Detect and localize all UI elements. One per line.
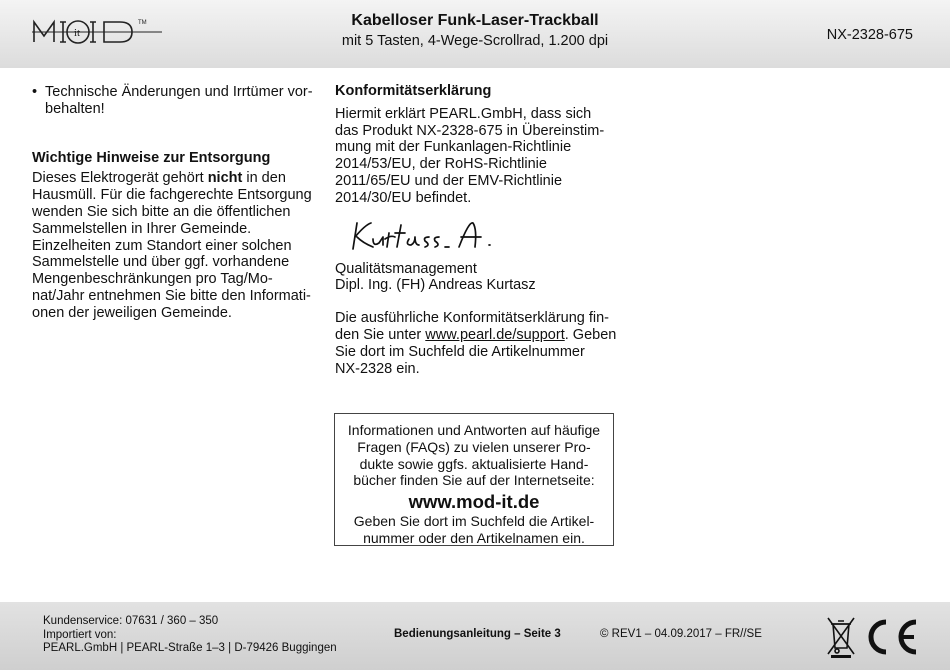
crossed-bin-icon — [826, 616, 856, 658]
svg-text:TM: TM — [138, 20, 147, 26]
ce-mark-icon — [860, 616, 920, 658]
faq-url[interactable]: www.mod-it.de — [408, 491, 540, 513]
signer-name: Dipl. Ing. (FH) Andreas Kurtasz — [335, 277, 536, 294]
support-link[interactable]: www.pearl.de/support — [425, 326, 565, 343]
support-text: Die ausführliche Konformitätserklärung fin- den Sie unter www.pearl.de/support. Geben Sie dort im Suchfeld die Artikelnummer NX-2328 ein. — [335, 310, 617, 377]
disposal-heading: Wichtige Hinweise zur Entsorgung — [32, 149, 271, 166]
quality-label: Qualitätsmanagement — [335, 260, 477, 277]
changes-bullet: • Technische Änderungen und Irrtümer vor- behalten! — [32, 84, 313, 117]
model-number: NX-2328-675 — [826, 27, 913, 43]
footer-contact: Kundenservice: 07631 / 360 – 350 Importiert von: PEARL.GmbH | PEARL-Straße 1–3 | D-79426 Buggingen — [43, 615, 337, 654]
page-footer — [0, 602, 950, 670]
signature-image — [349, 217, 519, 253]
conformity-text: Hiermit erklärt PEARL.GmbH, dass sich das Produkt NX-2328-675 in Übereinstim- mung mit der Funkanlagen-Richtlinie 2014/53/EU, der RoHS-Richtlinie 2011/65/EU und der EMV-Richtlinie 2014/30/EU befindet. — [335, 105, 605, 206]
document-subtitle: mit 5 Tasten, 4-Wege-Scrollrad, 1.200 dpi — [341, 33, 609, 49]
page-number: Bedienungsanleitung – Seite 3 — [394, 628, 561, 640]
conformity-heading: Konformitätserklärung — [335, 83, 492, 99]
faq-box: Informationen und Antworten auf häufige Fragen (FAQs) zu vielen unserer Pro- dukte sowie ggfs. aktualisierte Hand- bücher finden Sie auf der Internetseite: www.mod-it.de Geben Sie dort im Suchfeld die Artikel- nummer oder den Artikelnamen ein. — [334, 413, 614, 546]
disposal-text: Dieses Elektrogerät gehört nicht in den Hausmüll. Für die fachgerechte Entsorgung wenden Sie sich bitte an die öffentlichen Sammelstellen in Ihrer Gemeinde. Einzelheiten zum Standort einer solchen Sammelstelle und über ggf. vorhandene Mengenbeschränkungen pro Tag/Mo- nat/Jahr entnehmen Sie bitte den Informati- onen der jeweiligen Gemeinde. — [32, 170, 312, 321]
revision-info: © REV1 – 04.09.2017 – FR//SE — [600, 628, 762, 640]
page-header — [0, 0, 950, 68]
mod-logo — [32, 12, 172, 52]
document-title: Kabelloser Funk-Laser-Trackball — [351, 12, 599, 29]
left-column — [32, 83, 317, 322]
svg-text:it: it — [74, 27, 81, 39]
bullet-icon: • — [32, 84, 38, 100]
right-column — [335, 83, 625, 377]
